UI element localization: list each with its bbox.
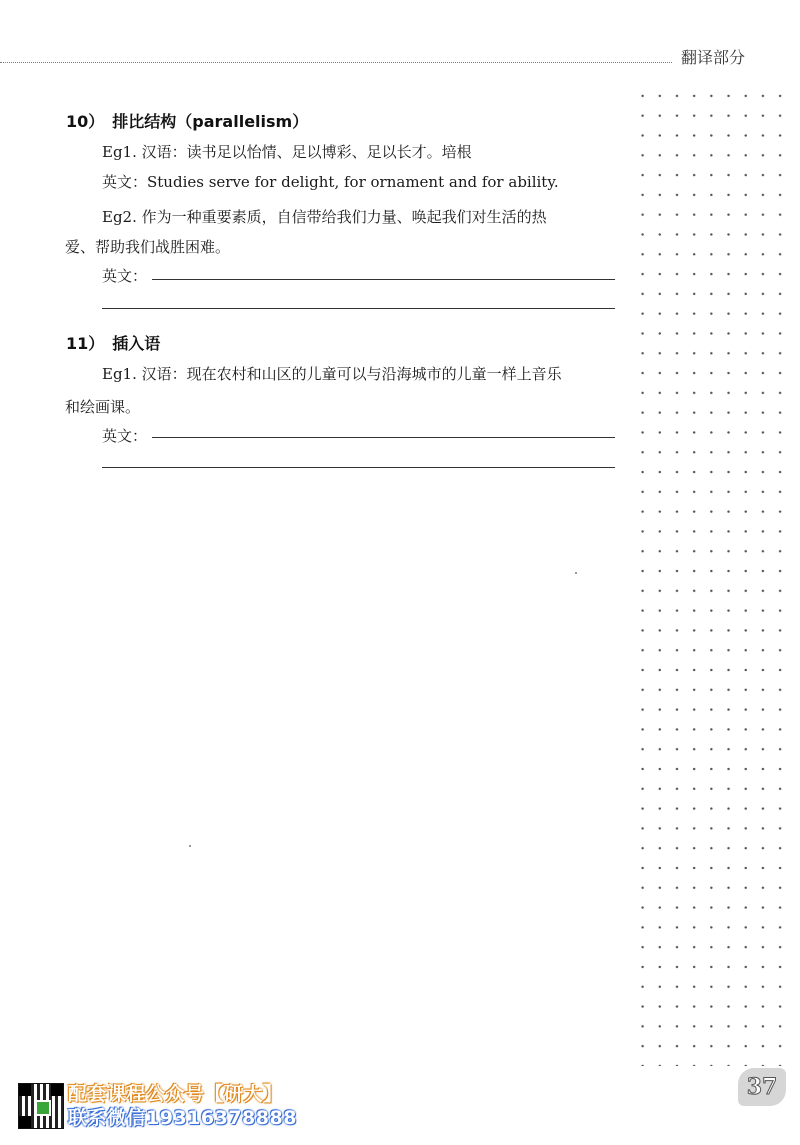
section-title: 排比结构（parallelism） [112,112,309,131]
page-number: 37 [746,1074,778,1100]
promo-line-1: 配套课程公众号【研大】 [68,1083,283,1105]
example-line: 爱、帮助我们战胜困难。 [65,238,231,256]
section-title: 插入语 [112,334,161,353]
answer-line[interactable] [152,437,615,438]
answer-line[interactable] [102,467,615,468]
header-rule [0,62,672,63]
example-line: Eg1. 汉语：读书足以怡情、足以博彩、足以长才。培根 [102,143,472,161]
answer-label: 英文： [102,267,148,285]
section-number: 10） [66,112,105,131]
running-header: 翻译部分 [681,48,746,67]
example-line: Eg2. 作为一种重要素质，自信带给我们力量、唤起我们对生活的热 [102,208,547,226]
page-number-badge [738,1068,786,1106]
section-number: 11） [66,334,105,353]
section-heading-10 [66,109,308,132]
promo-line-2: 联系微信19316378888 [68,1107,297,1129]
section-heading-11 [66,331,160,354]
qr-code-icon [18,1083,64,1129]
example-line: Eg1. 汉语：现在农村和山区的儿童可以与沿海城市的儿童一样上音乐 [102,365,562,383]
example-line: 英文：Studies serve for delight, for ornament and for ability. [102,173,559,191]
answer-line[interactable] [102,308,615,309]
example-line: 和绘画课。 [65,398,141,416]
answer-line[interactable] [152,279,615,280]
dot-grid-margin [634,86,784,1066]
answer-label: 英文： [102,427,148,445]
